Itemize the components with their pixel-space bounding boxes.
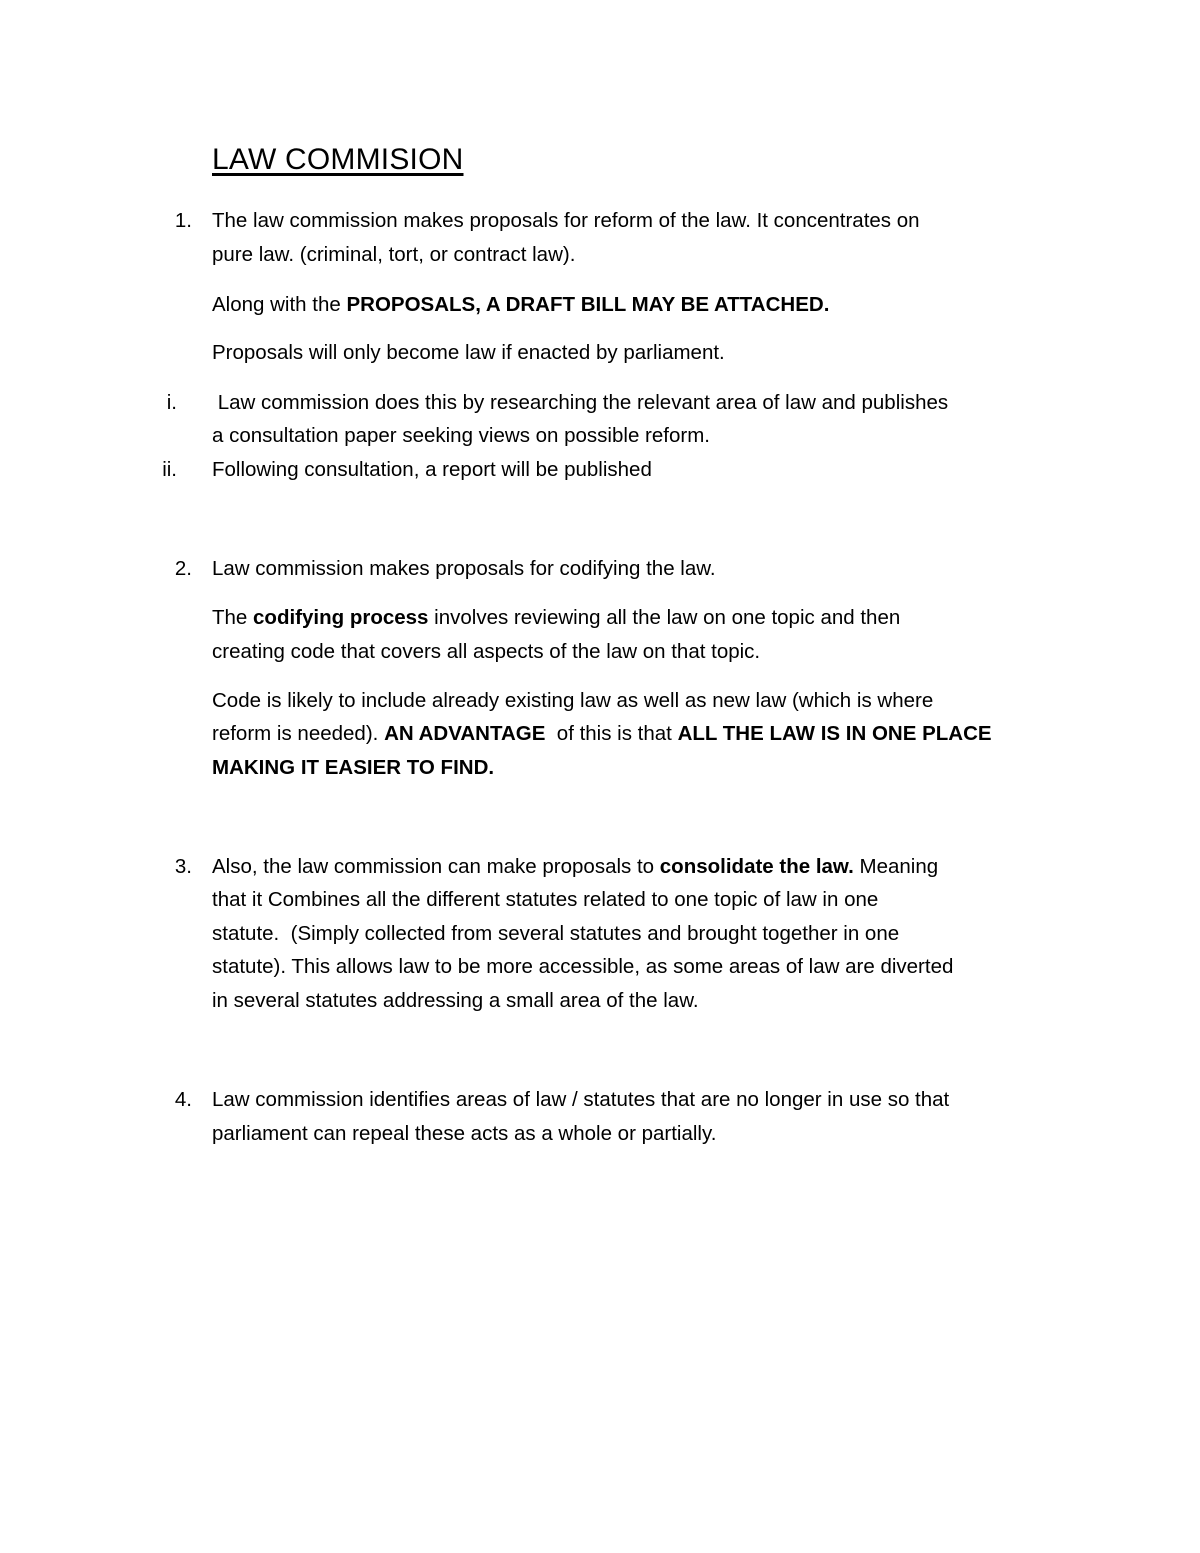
item-1-draft-bill-paragraph — [212, 292, 829, 318]
item-2-code-line-2 — [212, 721, 992, 747]
item-3-line-3: statute. (Simply collected from several statutes and brought together in one — [212, 922, 900, 945]
item-2-advantage-emphasis: AN ADVANTAGE — [384, 722, 546, 745]
list-marker-1: 1. — [174, 209, 192, 232]
sublist-marker-i: i. — [166, 391, 177, 414]
item-4-line-1: Law commission identifies areas of law / statutes that are no longer in use so that — [212, 1088, 950, 1111]
item-2-one-place-emphasis: ALL THE LAW IS IN ONE PLACE — [677, 722, 992, 745]
item-2-codifying-pre: The — [212, 606, 254, 629]
item-3-line-1-pre: Also, the law commission can make proposals to — [212, 855, 660, 878]
list-marker-4: 4. — [174, 1088, 192, 1111]
item-1-line-1: The law commission makes proposals for reform of the law. It concentrates on — [212, 209, 920, 232]
item-4-line-2: parliament can repeal these acts as a whole or partially. — [212, 1122, 717, 1145]
item-3-line-1 — [212, 854, 938, 880]
item-2-easier-emphasis: MAKING IT EASIER TO FIND. — [212, 756, 495, 779]
list-marker-3: 3. — [174, 855, 192, 878]
item-2-codifying-emphasis: codifying process — [253, 606, 429, 629]
item-1-draft-bill-emphasis: PROPOSALS, A DRAFT BILL MAY BE ATTACHED. — [346, 293, 830, 316]
item-2-code-line-1: Code is likely to include already existing law as well as new law (which is where — [212, 689, 934, 712]
item-3-line-2: that it Combines all the different statutes related to one topic of law in one — [212, 888, 879, 911]
item-3-consolidate-emphasis: consolidate the law. — [659, 855, 854, 878]
item-2-codifying-post: involves reviewing all the law on one topic and then — [428, 606, 901, 629]
subitem-ii-line-1: Following consultation, a report will be published — [212, 458, 652, 481]
sublist-marker-ii: ii. — [162, 458, 177, 481]
subitem-i-line-1: Law commission does this by researching the relevant area of law and publishes — [212, 391, 949, 414]
item-2-codifying-line-1 — [212, 605, 900, 631]
item-2-codifying-line-2: creating code that covers all aspects of the law on that topic. — [212, 640, 761, 663]
item-2-code-pre: reform is needed). — [212, 722, 385, 745]
item-2-line-1: Law commission makes proposals for codifying the law. — [212, 557, 716, 580]
subitem-i-line-2: a consultation paper seeking views on possible reform. — [212, 424, 710, 447]
item-3-line-4: statute). This allows law to be more accessible, as some areas of law are diverted — [212, 955, 954, 978]
document-title: LAW COMMISION — [212, 143, 464, 176]
item-2-code-mid: of this is that — [545, 722, 678, 745]
item-1-draft-bill-text: Along with the — [212, 293, 347, 316]
item-3-line-5: in several statutes addressing a small area of the law. — [212, 989, 699, 1012]
item-1-line-2: pure law. (criminal, tort, or contract law). — [212, 243, 576, 266]
list-marker-2: 2. — [174, 557, 192, 580]
item-3-line-1-post: Meaning — [853, 855, 939, 878]
item-2-code-line-3 — [212, 755, 494, 781]
item-1-enactment-paragraph: Proposals will only become law if enacted by parliament. — [212, 341, 725, 364]
